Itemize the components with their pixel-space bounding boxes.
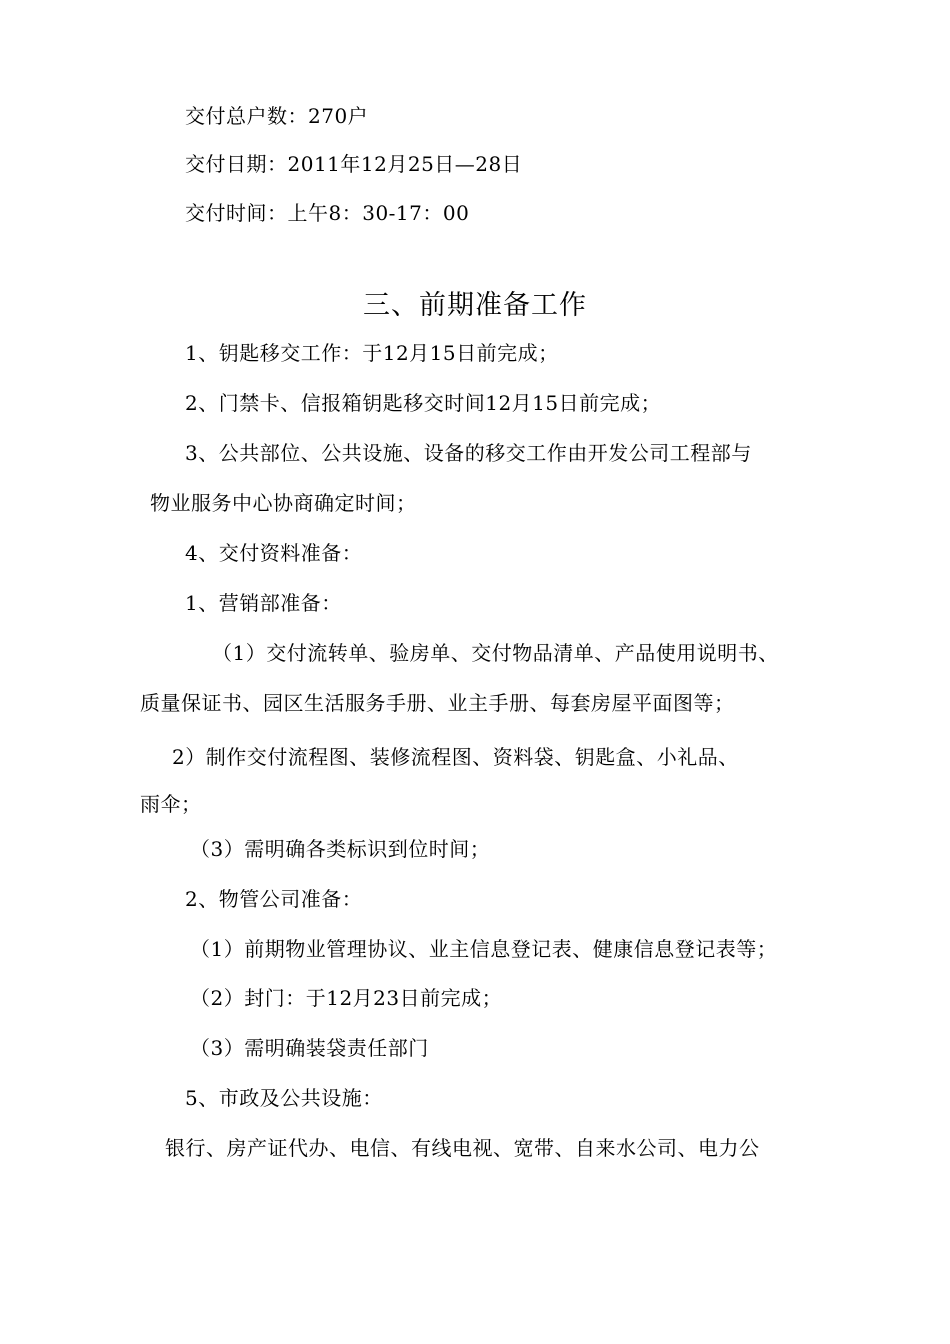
property-p1: （1）前期物业管理协议、业主信息登记表、健康信息登记表等； bbox=[190, 937, 778, 961]
marketing-p1-line1: （1）交付流转单、验房单、交付物品清单、产品使用说明书、 bbox=[212, 641, 779, 665]
marketing-heading: 1、营销部准备： bbox=[185, 591, 342, 615]
item-access-card: 2、门禁卡、信报箱钥匙移交时间12月15日前完成； bbox=[185, 391, 662, 415]
item-public-facilities-line1: 3、公共部位、公共设施、设备的移交工作由开发公司工程部与 bbox=[185, 441, 752, 465]
item-delivery-materials: 4、交付资料准备： bbox=[185, 541, 363, 565]
section-title: 三、前期准备工作 bbox=[363, 290, 587, 321]
delivery-time: 交付时间：上午8：30-17：00 bbox=[185, 201, 470, 225]
marketing-p2-line1: 2）制作交付流程图、装修流程图、资料袋、钥匙盒、小礼品、 bbox=[172, 745, 739, 769]
item-municipal-facilities: 5、市政及公共设施： bbox=[185, 1086, 383, 1110]
property-p2: （2）封门：于12月23日前完成； bbox=[190, 986, 503, 1010]
total-households: 交付总户数：270户 bbox=[185, 104, 369, 128]
municipal-facilities-body: 银行、房产证代办、电信、有线电视、宽带、自来水公司、电力公 bbox=[165, 1136, 760, 1160]
property-heading: 2、物管公司准备： bbox=[185, 887, 363, 911]
item-key-handover: 1、钥匙移交工作：于12月15日前完成； bbox=[185, 341, 559, 365]
marketing-p2-line2: 雨伞； bbox=[140, 792, 202, 816]
marketing-p3: （3）需明确各类标识到位时间； bbox=[190, 837, 491, 861]
delivery-date: 交付日期：2011年12月25日—28日 bbox=[185, 152, 523, 176]
property-p3: （3）需明确装袋责任部门 bbox=[190, 1036, 429, 1060]
item-public-facilities-line2: 物业服务中心协商确定时间； bbox=[150, 491, 417, 515]
marketing-p1-line2: 质量保证书、园区生活服务手册、业主手册、每套房屋平面图等； bbox=[140, 691, 735, 715]
